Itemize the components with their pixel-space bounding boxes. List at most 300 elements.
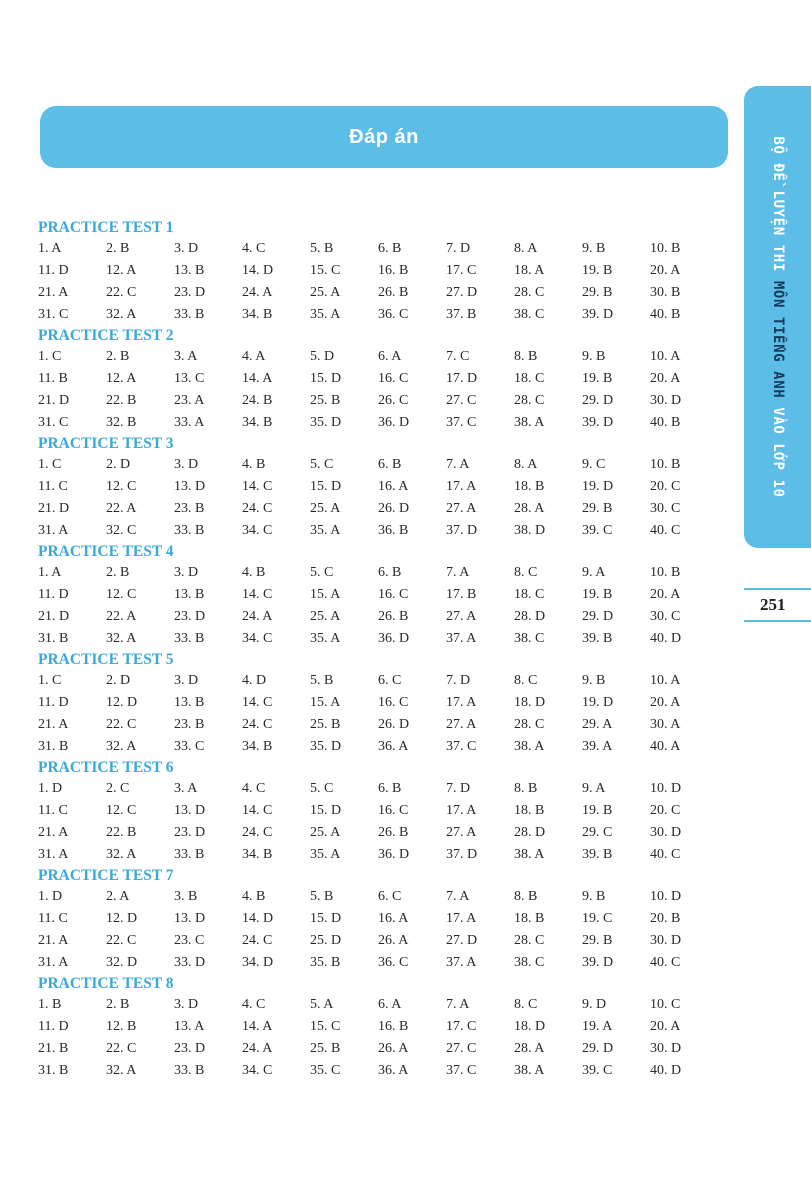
practice-test-title: PRACTICE TEST 6 — [38, 759, 174, 776]
answer-cell: 3. D — [174, 457, 199, 472]
answer-cell: 7. C — [446, 349, 470, 364]
answer-cell: 17. A — [446, 911, 477, 926]
answer-cell: 21. A — [38, 825, 69, 840]
answer-cell: 38. C — [514, 631, 545, 646]
answer-cell: 39. D — [582, 955, 614, 970]
answer-cell: 1. A — [38, 241, 62, 256]
practice-test-title: PRACTICE TEST 4 — [38, 543, 174, 560]
answer-cell: 28. C — [514, 393, 545, 408]
answer-cell: 25. A — [310, 609, 341, 624]
answer-cell: 6. B — [378, 457, 402, 472]
answer-cell: 10. B — [650, 457, 681, 472]
answer-cell: 38. A — [514, 847, 545, 862]
answer-row — [38, 1060, 718, 1082]
answer-cell: 6. C — [378, 673, 402, 688]
answer-cell: 28. A — [514, 1041, 545, 1056]
answer-cell: 20. A — [650, 263, 681, 278]
answer-cell: 37. C — [446, 739, 477, 754]
answer-cell: 35. A — [310, 523, 341, 538]
answer-cell: 30. D — [650, 825, 682, 840]
answer-cell: 33. D — [174, 955, 206, 970]
answer-cell: 25. A — [310, 285, 341, 300]
answer-cell: 37. C — [446, 1063, 477, 1078]
answer-cell: 16. B — [378, 1019, 409, 1034]
answer-cell: 36. D — [378, 847, 410, 862]
answer-cell: 11. D — [38, 1019, 69, 1034]
answer-cell: 36. B — [378, 523, 409, 538]
answer-cell: 25. D — [310, 933, 342, 948]
answer-cell: 29. D — [582, 393, 614, 408]
answer-cell: 12. A — [106, 263, 137, 278]
answer-cell: 3. D — [174, 997, 199, 1012]
answer-cell: 8. A — [514, 241, 538, 256]
answer-cell: 12. D — [106, 695, 138, 710]
answer-cell: 37. A — [446, 631, 477, 646]
answer-cell: 21. A — [38, 285, 69, 300]
answer-cell: 34. B — [242, 739, 273, 754]
answer-cell: 13. B — [174, 695, 205, 710]
answer-cell: 1. D — [38, 889, 63, 904]
answer-cell: 23. D — [174, 825, 206, 840]
answer-cell: 15. A — [310, 587, 341, 602]
answer-cell: 15. D — [310, 803, 342, 818]
answer-cell: 10. D — [650, 781, 682, 796]
answer-cell: 3. D — [174, 565, 199, 580]
answer-cell: 24. A — [242, 1041, 273, 1056]
answer-cell: 30. A — [650, 717, 681, 732]
answer-cell: 13. D — [174, 911, 206, 926]
answer-cell: 22. A — [106, 501, 137, 516]
answer-cell: 4. B — [242, 889, 266, 904]
answer-cell: 7. D — [446, 241, 471, 256]
answer-cell: 22. C — [106, 1041, 137, 1056]
answer-cell: 32. C — [106, 523, 137, 538]
answer-cell: 18. D — [514, 1019, 546, 1034]
practice-test-section — [38, 974, 718, 1082]
answer-cell: 2. D — [106, 673, 131, 688]
answer-cell: 29. B — [582, 285, 613, 300]
answer-cell: 19. B — [582, 587, 613, 602]
answer-cell: 20. C — [650, 803, 681, 818]
answer-cell: 4. A — [242, 349, 266, 364]
answer-cell: 40. A — [650, 739, 681, 754]
answer-row — [38, 260, 718, 282]
answer-cell: 39. B — [582, 631, 613, 646]
answer-cell: 40. B — [650, 307, 681, 322]
answer-cell: 28. C — [514, 717, 545, 732]
answer-row — [38, 736, 718, 758]
practice-test-title: PRACTICE TEST 7 — [38, 867, 174, 884]
answer-cell: 30. D — [650, 393, 682, 408]
answer-cell: 31. B — [38, 739, 69, 754]
answer-cell: 4. C — [242, 241, 266, 256]
answer-cell: 9. A — [582, 565, 606, 580]
answer-cell: 5. C — [310, 781, 334, 796]
answer-cell: 40. D — [650, 1063, 682, 1078]
answer-cell: 14. C — [242, 587, 273, 602]
answer-row — [38, 584, 718, 606]
banner-title: Đáp án — [349, 125, 419, 148]
answer-row — [38, 778, 718, 800]
answer-cell: 6. B — [378, 565, 402, 580]
answer-cell: 14. D — [242, 911, 274, 926]
answer-cell: 7. D — [446, 781, 471, 796]
answer-cell: 18. B — [514, 479, 545, 494]
answer-cell: 1. C — [38, 673, 62, 688]
answer-cell: 32. A — [106, 1063, 137, 1078]
answer-cell: 30. C — [650, 501, 681, 516]
answer-cell: 34. C — [242, 1063, 273, 1078]
answer-cell: 9. B — [582, 673, 606, 688]
answer-cell: 10. B — [650, 241, 681, 256]
answer-cell: 15. D — [310, 911, 342, 926]
answer-cell: 3. D — [174, 673, 199, 688]
answer-cell: 40. B — [650, 415, 681, 430]
answer-cell: 14. D — [242, 263, 274, 278]
answer-cell: 33. B — [174, 523, 205, 538]
answer-cell: 10. A — [650, 673, 681, 688]
answer-cell: 11. C — [38, 803, 68, 818]
answer-cell: 9. B — [582, 241, 606, 256]
answer-row — [38, 238, 718, 260]
answer-cell: 18. C — [514, 587, 545, 602]
answer-cell: 8. C — [514, 565, 538, 580]
answer-cell: 13. D — [174, 479, 206, 494]
answer-row — [38, 304, 718, 326]
answer-cell: 19. B — [582, 263, 613, 278]
answer-cell: 31. C — [38, 307, 69, 322]
answer-cell: 13. A — [174, 1019, 205, 1034]
answer-row — [38, 628, 718, 650]
answer-cell: 34. B — [242, 415, 273, 430]
answer-cell: 24. C — [242, 825, 273, 840]
answer-cell: 24. C — [242, 717, 273, 732]
answer-cell: 33. B — [174, 847, 205, 862]
answer-cell: 10. C — [650, 997, 681, 1012]
answer-cell: 37. A — [446, 955, 477, 970]
answer-row — [38, 886, 718, 908]
answer-cell: 12. C — [106, 803, 137, 818]
answer-cell: 2. B — [106, 997, 130, 1012]
answer-cell: 39. D — [582, 307, 614, 322]
book-title-vertical — [770, 136, 786, 497]
answer-cell: 25. B — [310, 717, 341, 732]
answer-cell: 19. A — [582, 1019, 613, 1034]
answer-cell: 37. C — [446, 415, 477, 430]
answer-row — [38, 1038, 718, 1060]
answer-cell: 25. B — [310, 1041, 341, 1056]
answer-cell: 4. D — [242, 673, 267, 688]
answer-cell: 18. C — [514, 371, 545, 386]
answer-cell: 36. D — [378, 415, 410, 430]
answer-cell: 37. D — [446, 523, 478, 538]
answer-cell: 15. A — [310, 695, 341, 710]
answer-cell: 38. C — [514, 307, 545, 322]
answer-cell: 17. A — [446, 803, 477, 818]
answer-cell: 8. B — [514, 349, 538, 364]
answer-cell: 14. C — [242, 695, 273, 710]
answer-cell: 23. A — [174, 393, 205, 408]
answer-cell: 28. A — [514, 501, 545, 516]
answer-cell: 40. C — [650, 955, 681, 970]
answer-cell: 15. D — [310, 479, 342, 494]
answer-cell: 5. C — [310, 457, 334, 472]
answer-cell: 13. B — [174, 587, 205, 602]
answer-cell: 7. A — [446, 457, 470, 472]
answer-cell: 36. A — [378, 739, 409, 754]
answer-cell: 23. D — [174, 1041, 206, 1056]
answer-cell: 26. C — [378, 393, 409, 408]
answer-cell: 7. A — [446, 565, 470, 580]
answer-cell: 27. A — [446, 717, 477, 732]
answer-cell: 33. C — [174, 739, 205, 754]
book-title-part-2: MÔN TIẾNG ANH — [769, 280, 786, 399]
answer-cell: 9. A — [582, 781, 606, 796]
answer-cell: 34. B — [242, 307, 273, 322]
answer-cell: 7. D — [446, 673, 471, 688]
answer-cell: 1. A — [38, 565, 62, 580]
practice-test-section — [38, 326, 718, 434]
answer-cell: 13. C — [174, 371, 205, 386]
answer-cell: 28. C — [514, 933, 545, 948]
answer-cell: 26. A — [378, 933, 409, 948]
answer-cell: 2. D — [106, 457, 131, 472]
practice-test-section — [38, 542, 718, 650]
answer-cell: 32. A — [106, 739, 137, 754]
answer-cell: 38. A — [514, 1063, 545, 1078]
answer-cell: 16. C — [378, 803, 409, 818]
answer-cell: 6. A — [378, 997, 402, 1012]
answer-cell: 13. D — [174, 803, 206, 818]
answer-row — [38, 822, 718, 844]
answer-cell: 34. C — [242, 631, 273, 646]
answer-cell: 21. A — [38, 717, 69, 732]
answer-cell: 26. A — [378, 1041, 409, 1056]
answer-cell: 2. B — [106, 349, 130, 364]
answer-cell: 39. C — [582, 1063, 613, 1078]
answer-row — [38, 606, 718, 628]
answer-cell: 1. D — [38, 781, 63, 796]
answer-cell: 33. B — [174, 307, 205, 322]
book-title-part-3: VÀO LỚP 10 — [769, 398, 786, 498]
answer-row — [38, 454, 718, 476]
practice-test-section — [38, 758, 718, 866]
answer-cell: 24. C — [242, 501, 273, 516]
practice-test-title: PRACTICE TEST 1 — [38, 219, 174, 236]
answer-cell: 4. C — [242, 781, 266, 796]
answer-cell: 22. C — [106, 933, 137, 948]
answer-row — [38, 908, 718, 930]
answer-cell: 7. A — [446, 997, 470, 1012]
answer-cell: 21. A — [38, 933, 69, 948]
answer-cell: 11. D — [38, 695, 69, 710]
answer-cell: 24. C — [242, 933, 273, 948]
answer-cell: 2. B — [106, 241, 130, 256]
answer-cell: 20. B — [650, 911, 681, 926]
answer-cell: 17. A — [446, 695, 477, 710]
answer-cell: 10. D — [650, 889, 682, 904]
answer-cell: 27. C — [446, 1041, 477, 1056]
answer-row — [38, 692, 718, 714]
answer-row — [38, 952, 718, 974]
answer-cell: 25. B — [310, 393, 341, 408]
answer-cell: 35. A — [310, 307, 341, 322]
answer-cell: 35. A — [310, 631, 341, 646]
answer-cell: 39. A — [582, 739, 613, 754]
answer-cell: 12. A — [106, 371, 137, 386]
answer-row — [38, 844, 718, 866]
answer-cell: 32. A — [106, 631, 137, 646]
answer-cell: 39. D — [582, 415, 614, 430]
answer-cell: 31. B — [38, 1063, 69, 1078]
answer-cell: 30. B — [650, 285, 681, 300]
answer-cell: 13. B — [174, 263, 205, 278]
answer-row — [38, 520, 718, 542]
answer-cell: 40. D — [650, 631, 682, 646]
answer-cell: 12. C — [106, 479, 137, 494]
answer-row — [38, 714, 718, 736]
answer-cell: 25. A — [310, 501, 341, 516]
answer-cell: 16. C — [378, 371, 409, 386]
answer-cell: 34. D — [242, 955, 274, 970]
answer-cell: 10. A — [650, 349, 681, 364]
answer-cell: 36. C — [378, 307, 409, 322]
answer-cell: 3. A — [174, 781, 198, 796]
answer-row — [38, 390, 718, 412]
answer-cell: 39. B — [582, 847, 613, 862]
answer-cell: 22. B — [106, 825, 137, 840]
answer-cell: 38. A — [514, 739, 545, 754]
answer-cell: 23. C — [174, 933, 205, 948]
answer-cell: 39. C — [582, 523, 613, 538]
answer-cell: 23. B — [174, 717, 205, 732]
answer-cell: 18. B — [514, 803, 545, 818]
answer-cell: 20. A — [650, 587, 681, 602]
answer-cell: 9. B — [582, 349, 606, 364]
answer-cell: 16. C — [378, 587, 409, 602]
answer-cell: 37. D — [446, 847, 478, 862]
answer-cell: 30. D — [650, 1041, 682, 1056]
answer-cell: 16. B — [378, 263, 409, 278]
answer-cell: 5. B — [310, 889, 334, 904]
answer-cell: 18. A — [514, 263, 545, 278]
practice-test-section — [38, 866, 718, 974]
answer-cell: 35. D — [310, 739, 342, 754]
answer-row — [38, 346, 718, 368]
answer-cell: 33. B — [174, 631, 205, 646]
answer-cell: 29. D — [582, 609, 614, 624]
book-title-part-1: BỘ ĐỀ LUYỆN THI — [769, 136, 786, 281]
answer-cell: 1. B — [38, 997, 62, 1012]
answer-cell: 37. B — [446, 307, 477, 322]
answer-cell: 5. A — [310, 997, 334, 1012]
answer-cell: 12. B — [106, 1019, 137, 1034]
answer-cell: 31. C — [38, 415, 69, 430]
answer-cell: 4. C — [242, 997, 266, 1012]
practice-test-title: PRACTICE TEST 2 — [38, 327, 174, 344]
answer-cell: 36. C — [378, 955, 409, 970]
answer-cell: 3. D — [174, 241, 199, 256]
answer-cell: 3. A — [174, 349, 198, 364]
answer-row — [38, 368, 718, 390]
answer-cell: 8. C — [514, 673, 538, 688]
page-number: 251 — [744, 588, 811, 622]
answer-row — [38, 282, 718, 304]
answer-cell: 35. D — [310, 415, 342, 430]
answer-cell: 34. C — [242, 523, 273, 538]
answer-cell: 8. B — [514, 781, 538, 796]
answer-cell: 19. D — [582, 479, 614, 494]
answer-cell: 22. C — [106, 717, 137, 732]
answer-row — [38, 670, 718, 692]
answer-row — [38, 1016, 718, 1038]
answer-cell: 17. A — [446, 479, 477, 494]
answer-cell: 31. B — [38, 631, 69, 646]
answer-cell: 26. B — [378, 609, 409, 624]
answer-cell: 3. B — [174, 889, 198, 904]
answer-row — [38, 800, 718, 822]
answer-cell: 5. D — [310, 349, 335, 364]
answer-cell: 11. D — [38, 263, 69, 278]
answer-cell: 27. D — [446, 933, 478, 948]
answer-cell: 26. D — [378, 501, 410, 516]
answer-cell: 12. D — [106, 911, 138, 926]
answer-cell: 36. A — [378, 1063, 409, 1078]
answer-cell: 36. D — [378, 631, 410, 646]
answer-cell: 6. B — [378, 781, 402, 796]
answer-key-banner — [40, 106, 728, 168]
answer-cell: 23. D — [174, 609, 206, 624]
answer-cell: 17. D — [446, 371, 478, 386]
answer-cell: 6. C — [378, 889, 402, 904]
practice-test-title: PRACTICE TEST 3 — [38, 435, 174, 452]
answer-cell: 5. B — [310, 673, 334, 688]
answer-cell: 14. A — [242, 371, 273, 386]
answer-cell: 4. B — [242, 565, 266, 580]
answer-cell: 20. C — [650, 479, 681, 494]
answer-cell: 11. B — [38, 371, 68, 386]
answer-cell: 26. D — [378, 717, 410, 732]
answer-cell: 7. A — [446, 889, 470, 904]
answer-cell: 5. B — [310, 241, 334, 256]
answer-cell: 17. C — [446, 263, 477, 278]
answer-cell: 9. C — [582, 457, 606, 472]
answer-cell: 31. A — [38, 523, 69, 538]
answer-cell: 6. B — [378, 241, 402, 256]
answer-cell: 2. C — [106, 781, 130, 796]
answer-cell: 27. A — [446, 501, 477, 516]
answer-cell: 27. A — [446, 825, 477, 840]
answer-cell: 29. B — [582, 933, 613, 948]
answer-cell: 20. A — [650, 695, 681, 710]
answer-cell: 32. A — [106, 307, 137, 322]
answer-cell: 27. C — [446, 393, 477, 408]
answer-cell: 32. B — [106, 415, 137, 430]
answer-row — [38, 562, 718, 584]
answer-cell: 23. D — [174, 285, 206, 300]
practice-test-title: PRACTICE TEST 5 — [38, 651, 174, 668]
answer-row — [38, 498, 718, 520]
answer-cell: 14. A — [242, 1019, 273, 1034]
answer-cell: 19. B — [582, 371, 613, 386]
answer-cell: 10. B — [650, 565, 681, 580]
answer-cell: 2. B — [106, 565, 130, 580]
answer-cell: 8. A — [514, 457, 538, 472]
answer-cell: 19. B — [582, 803, 613, 818]
answer-cell: 32. D — [106, 955, 138, 970]
answer-cell: 30. D — [650, 933, 682, 948]
answer-cell: 24. B — [242, 393, 273, 408]
